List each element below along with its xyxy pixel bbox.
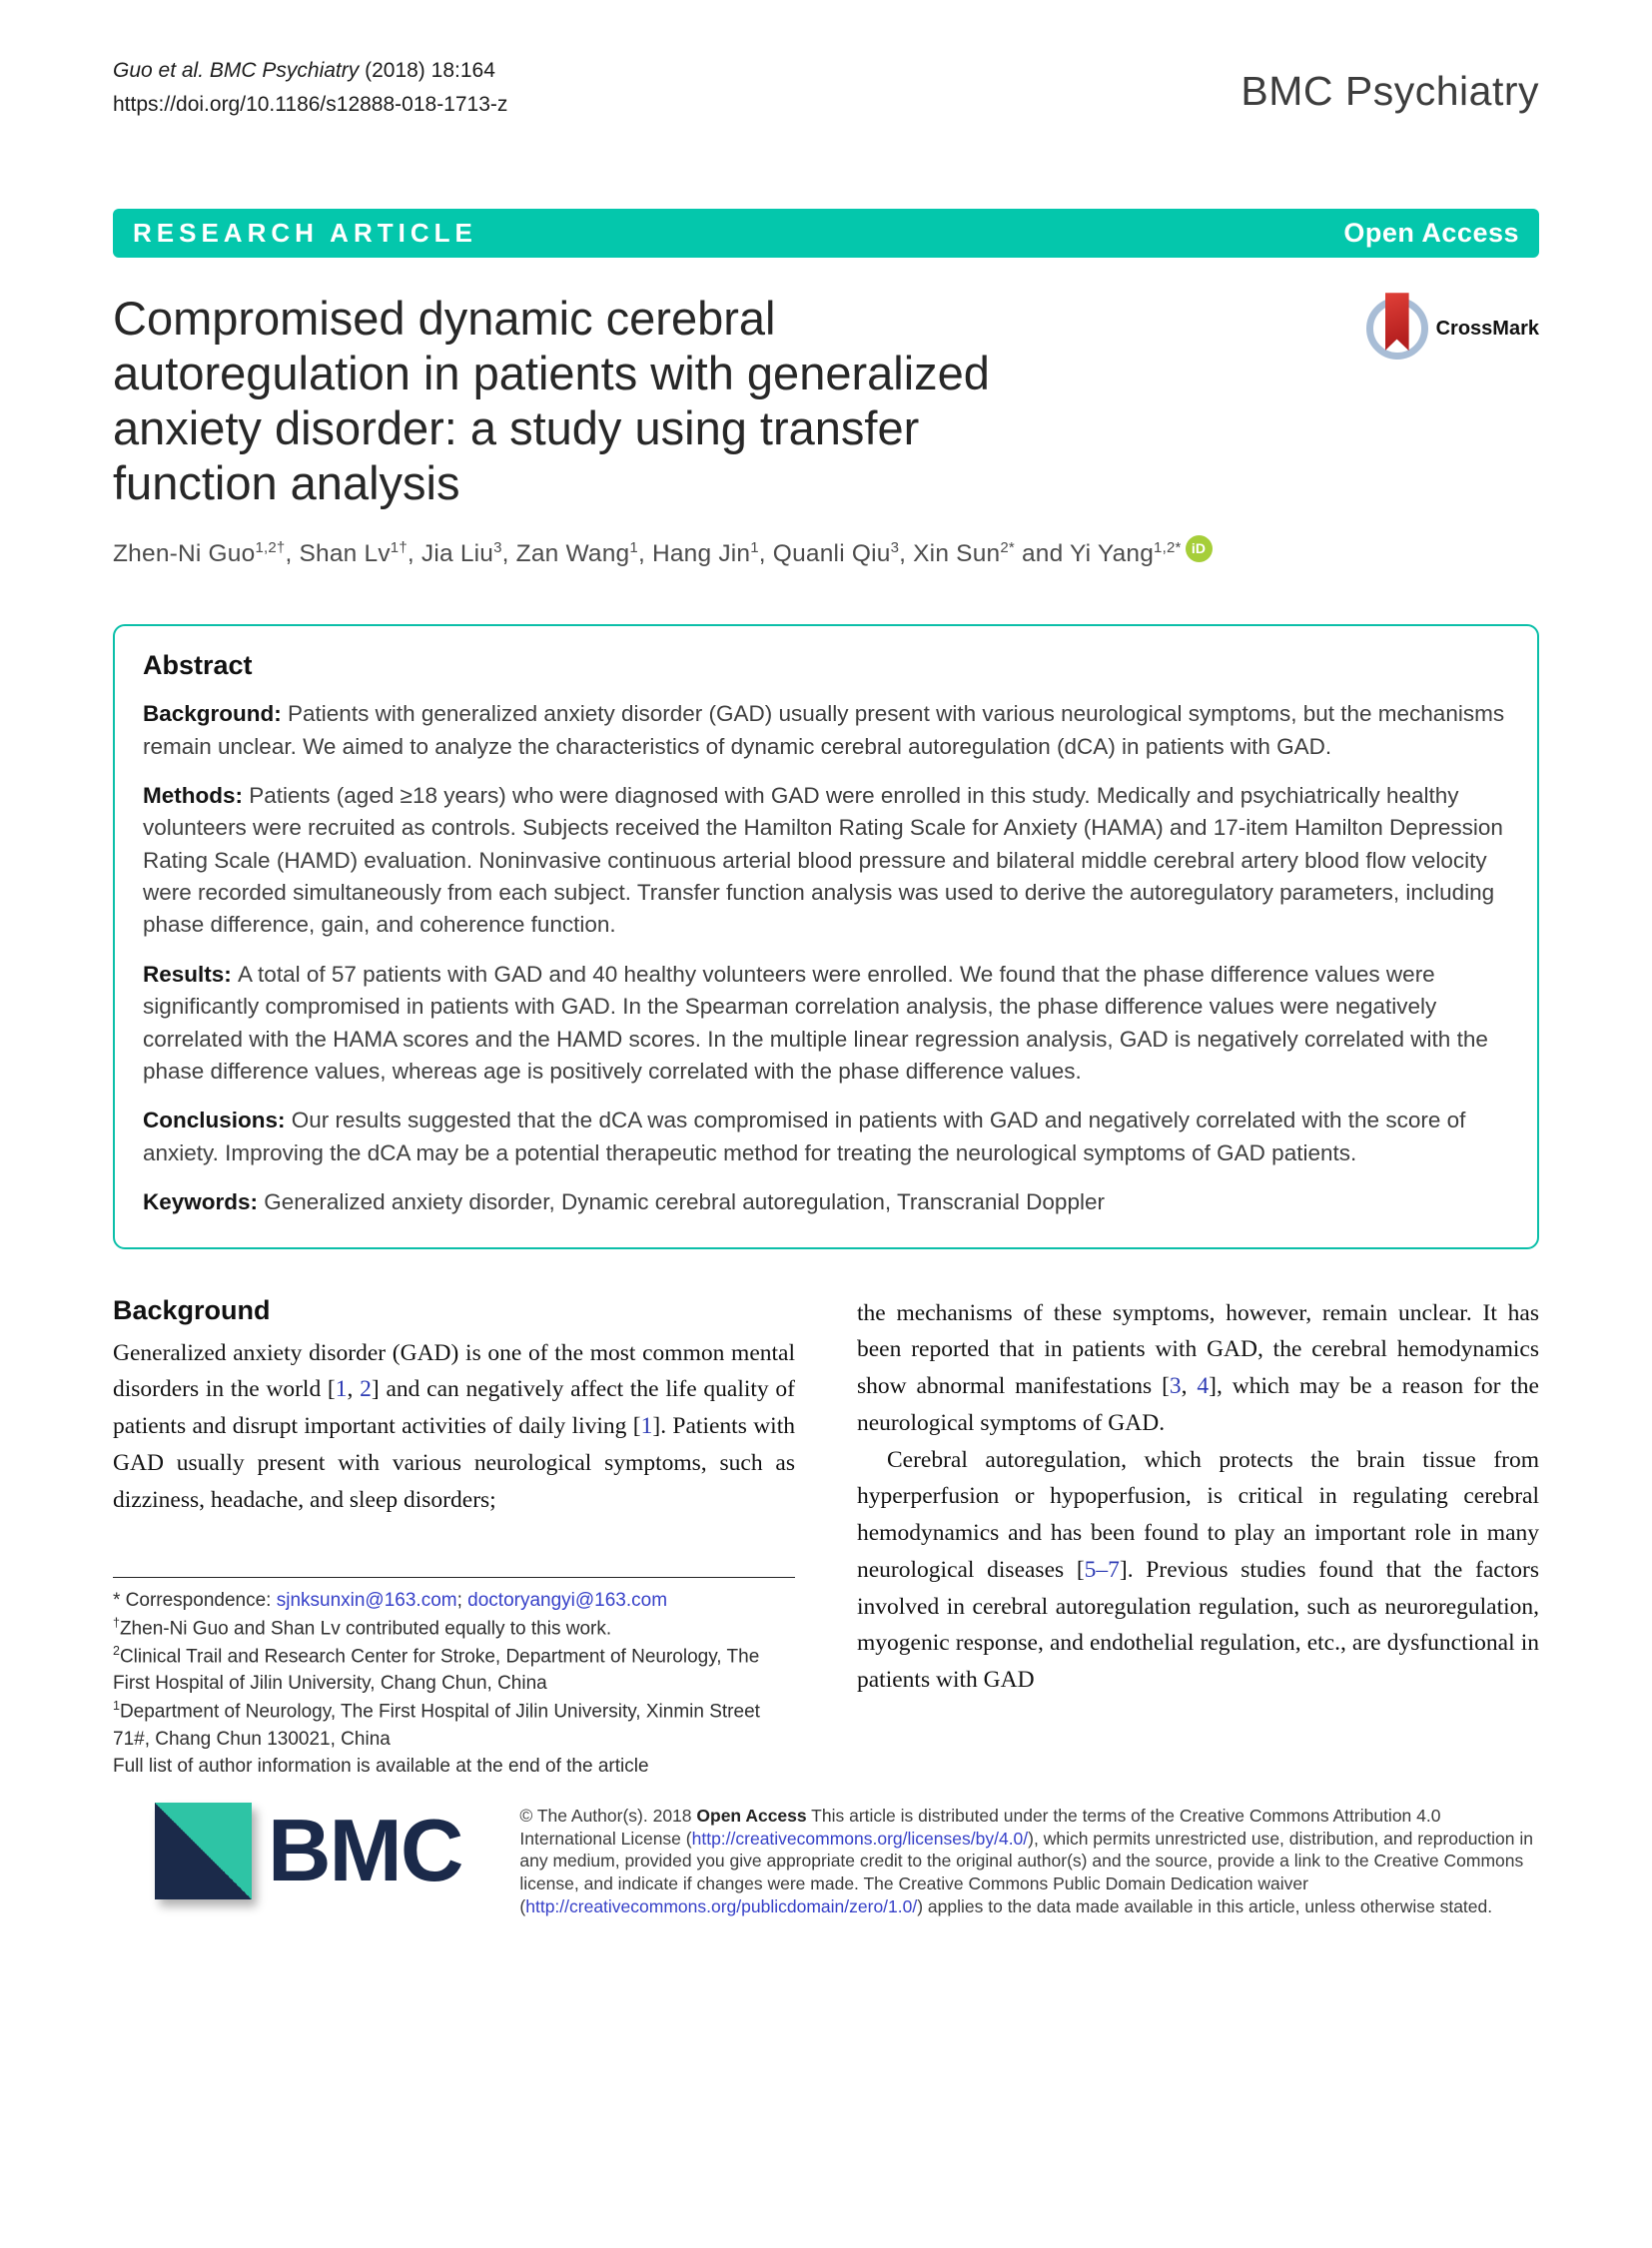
background-paragraph: Generalized anxiety disorder (GAD) is one of the most common mental disorders in the world [1, 2] and can negatively affect the life quality of patients and disrupt important activities of daily living [1]. Patients with GAD usually present with various neurological symptoms, such as dizziness, headache, and sleep disorders; — [113, 1339, 795, 1513]
background-heading: Background — [113, 1294, 271, 1325]
page-header — [113, 54, 1539, 121]
crossmark-label: CrossMark — [1435, 317, 1539, 340]
abstract-box — [113, 624, 1539, 1248]
affiliation-2-footnote: $^2$Clinical Trail and Research Center for Stroke, Department of Neurology, The First Hospital of Jilin University, Chang Chun, China — [113, 1644, 760, 1695]
body-paragraph-1: the mechanisms of these symptoms, however, remain unclear. It has been reported that in patients with GAD, the cerebral hemodynamics show abnormal manifestations [3, 4], which may be a reason for the neurological symptoms of GAD. — [857, 1299, 1539, 1436]
author-names: Zhen-Ni Guo$^{1,2\dagger}$, Shan $Lv^{1\dagger}$, Jia Liu$^3$, Zan Wang$^1$, Hang Jin$^1$, Quanli Qiu$^3$, Xin Sun$^{2*}$ and Yi Yang$^{1,2*}$ — [113, 538, 1182, 568]
abstract-background: Background: Patients with generalized anxiety disorder (GAD) usually present with various neurological symptoms, but the mechanisms remain unclear. We aimed to analyze the characteristics of dynamic cerebral autoregulation (dCA) in patients with GAD. — [143, 701, 1505, 759]
inline-link[interactable]: http://creativecommons.org/publicdomain/zero/1.0/ — [525, 1896, 918, 1917]
crossmark-icon — [1366, 298, 1428, 360]
footnotes-block — [113, 1577, 795, 1781]
inline-link[interactable]: http://creativecommons.org/licenses/by/4.0/ — [691, 1828, 1029, 1849]
article-type-banner — [113, 209, 1539, 258]
citation-line: Guo et al. BMC Psychiatry (2018) 18:164 — [113, 59, 495, 82]
copyright-notice: © The Author(s). 2018 Open Access This article is distributed under the terms of the Creative Commons Attribution 4.0 International License (http://creativecommons.org/licenses/by/4.0/), which permits unrestricted use, distribution, and reproduction in any medium, provided you give appropriate credit to the original author(s) and the source, provide a link to the Creative Commons license, and indicate if changes were made. The Creative Commons Public Domain Dedication waiver (http://creativecommons.org/publicdomain/zero/1.0/) applies to the data made available in this article, unless otherwise stated. — [519, 1805, 1533, 1917]
article-type-label: RESEARCH ARTICLE — [133, 218, 477, 249]
abstract-conclusions: Conclusions: Our results suggested that the dCA was compromised in patients with GAD and negatively correlated with the score of anxiety. Improving the dCA may be a potential therapeutic method for treating the neurological symptoms of GAD patients. — [143, 1108, 1466, 1165]
bmc-logo — [155, 1803, 461, 1899]
correspondence-footnote: * Correspondence: sjnksunxin@163.com; doctoryangyi@163.com — [113, 1589, 668, 1611]
citation-block — [113, 54, 507, 121]
abstract-methods: Methods: Patients (aged ≥18 years) who were diagnosed with GAD were enrolled in this study. Medically and psychiatrically healthy volunteers were recruited as controls. Subjects received the Hamilton Rating Scale for Anxiety (HAMA) and 17-item Hamilton Depression Rating Scale (HAMD) evaluation. Noninvasive continuous arterial blood pressure and bilateral middle cerebral artery blood flow velocity were recorded simultaneously from each subject. Transfer function analysis was used to derive the autoregulatory parameters, including phase difference, gain, and coherence function. — [143, 782, 1503, 938]
inline-link[interactable]: doctoryangyi@163.com — [467, 1589, 668, 1611]
title-row — [113, 292, 1539, 511]
journal-title: BMC Psychiatry — [1240, 68, 1539, 114]
equal-contribution-footnote: †Zhen-Ni Guo and Shan Lv contributed equally to this work. — [113, 1615, 612, 1640]
inline-link[interactable]: sjnksunxin@163.com — [276, 1589, 457, 1611]
body-paragraph-2: Cerebral autoregulation, which protects the brain tissue from hyperperfusion or hypoperfusion, is critical in regulating cerebral hemodynamics and has been found to play an important role in many neurological diseases [5–7]. Previous studies found that the factors involved in cerebral autoregulation regulation, such as neuroregulation, myogenic response, and endothelial regulation, etc., are dysfunctional in patients with GAD — [857, 1446, 1539, 1694]
author-list — [113, 535, 1539, 568]
page-footer — [113, 1803, 1539, 1919]
reference-link[interactable]: 1 — [640, 1413, 653, 1440]
affiliation-1-footnote: $^1$Department of Neurology, The First Hospital of Jilin University, Xinmin Street 71#, Chang Chun 130021, China — [113, 1699, 760, 1750]
crossmark-ribbon-icon — [1385, 293, 1409, 351]
reference-link[interactable]: 4 — [1197, 1373, 1210, 1400]
body-columns — [113, 1295, 1539, 1781]
abstract-heading: Abstract — [143, 650, 253, 681]
open-access-label: Open Access — [1343, 218, 1519, 249]
bmc-logo-text: BMC — [268, 1801, 462, 1900]
reference-link[interactable]: 2 — [360, 1376, 372, 1403]
left-column — [113, 1295, 795, 1781]
abstract-keywords: Keywords: Generalized anxiety disorder, Dynamic cerebral autoregulation, Transcranial Doppler — [143, 1189, 1105, 1215]
reference-link[interactable]: 1 — [335, 1376, 348, 1403]
article-title: Compromised dynamic cerebral autoregulation in patients with generalized anxiety disorder: a study using transfer function analysis — [113, 292, 990, 510]
article-page — [0, 54, 1652, 1918]
reference-link[interactable]: 5–7 — [1084, 1556, 1120, 1583]
orcid-icon[interactable]: iD — [1186, 535, 1213, 562]
crossmark-badge[interactable] — [1366, 298, 1539, 360]
reference-link[interactable]: 3 — [1169, 1373, 1182, 1400]
doi-link[interactable]: https://doi.org/10.1186/s12888-018-1713-z — [113, 92, 508, 116]
abstract-results: Results: A total of 57 patients with GAD and 40 healthy volunteers were enrolled. We found that the phase difference values were significantly compromised in patients with GAD. In the Spearman correlation analysis, the phase difference values were negatively correlated with the HAMA scores and the HAMD scores. In the multiple linear regression analysis, GAD is negatively correlated with the phase difference values, whereas age is positively correlated with the phase difference values. — [143, 961, 1488, 1085]
right-column — [857, 1295, 1539, 1781]
bmc-logo-icon — [155, 1803, 252, 1899]
author-info-footnote: Full list of author information is available at the end of the article — [113, 1755, 649, 1777]
